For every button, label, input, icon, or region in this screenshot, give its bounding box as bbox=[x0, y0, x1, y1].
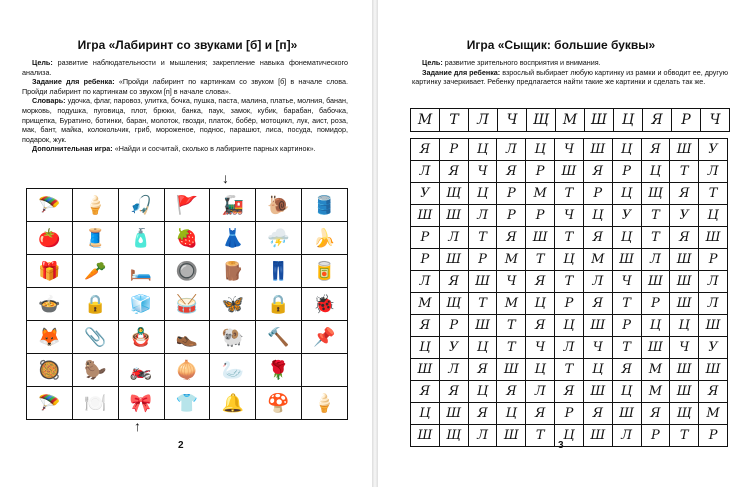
letter-cell[interactable]: Я bbox=[468, 403, 497, 425]
letter-cell[interactable]: Ц bbox=[468, 183, 497, 205]
letter-cell[interactable]: М bbox=[641, 381, 670, 403]
letter-cell[interactable]: Ш bbox=[670, 293, 699, 315]
letter-cell[interactable]: Ш bbox=[497, 425, 526, 447]
letter-row bbox=[411, 161, 728, 183]
sample-letter[interactable]: М bbox=[556, 109, 585, 131]
maze-picture-cell[interactable]: 🔘 bbox=[164, 255, 210, 288]
letter-cell[interactable]: Т bbox=[612, 337, 641, 359]
sample-letter[interactable]: Я bbox=[643, 109, 672, 131]
letter-row bbox=[411, 139, 728, 161]
letter-row bbox=[411, 425, 728, 447]
letter-cell[interactable]: Ш bbox=[699, 315, 728, 337]
maze-picture-cell[interactable]: 🎁 bbox=[27, 255, 73, 288]
letter-cell[interactable]: Ч bbox=[497, 271, 526, 293]
vocab-text: удочка, флаг, паровоз, улитка, бочка, пушка, паста, малина, платье, молния, банан, морковь, подушка, пуговица, плот, брюки, банка, паук, замок, кубик, барабан, бабочка, прищепка, Буратино, ботинки, баран, молоток, гвозди, платок, бобёр, мотоцикл, лук, аист, роза, мак, бант, майка, колокольчик, гриб, мороженое, поднос, парашют, лиса, посуда, помидор, подарок, жук. bbox=[22, 96, 348, 144]
letter-cell[interactable]: Л bbox=[411, 161, 440, 183]
letter-cell[interactable]: У bbox=[699, 337, 728, 359]
letter-cell[interactable]: Ш bbox=[439, 249, 468, 271]
maze-picture-cell[interactable]: 🪂 bbox=[27, 387, 73, 420]
sample-letter[interactable]: Щ bbox=[527, 109, 556, 131]
letter-cell[interactable]: Р bbox=[583, 183, 612, 205]
maze-picture-cell[interactable]: 🥕 bbox=[72, 255, 118, 288]
left-page bbox=[0, 0, 372, 487]
maze-picture-cell[interactable]: 🛢️ bbox=[302, 189, 348, 222]
maze-picture-cell[interactable]: 🪆 bbox=[118, 321, 164, 354]
letter-search-grid bbox=[410, 138, 728, 447]
maze-picture-cell[interactable]: 🐞 bbox=[302, 288, 348, 321]
extra-text: «Найди и сосчитай, сколько в лабиринте парных картинок». bbox=[112, 144, 316, 154]
letter-cell[interactable]: Т bbox=[468, 293, 497, 315]
letter-cell[interactable]: Р bbox=[526, 161, 555, 183]
task-text: взрослый выбирает любую картинку из рамки и обводит ее, другую картинку зачеркивает. Ребенку предлагается найти такие же картинки и сделать так же. bbox=[412, 67, 729, 87]
maze-picture-cell[interactable]: 🔔 bbox=[210, 387, 256, 420]
maze-picture-cell[interactable] bbox=[302, 354, 348, 387]
letter-cell[interactable]: Р bbox=[555, 293, 584, 315]
letter-cell[interactable]: Я bbox=[468, 359, 497, 381]
letter-cell[interactable]: Я bbox=[583, 161, 612, 183]
maze-picture-cell[interactable]: 👕 bbox=[164, 387, 210, 420]
maze-picture-cell[interactable]: ⛈️ bbox=[256, 222, 302, 255]
letter-cell[interactable]: Я bbox=[526, 315, 555, 337]
task-label: Задание для ребенка: bbox=[422, 67, 501, 77]
letter-cell[interactable]: Т bbox=[670, 425, 699, 447]
right-page-title: Игра «Сыщик: большие буквы» bbox=[466, 38, 656, 52]
maze-picture-cell[interactable]: 🐌 bbox=[256, 189, 302, 222]
letter-cell[interactable]: Я bbox=[583, 293, 612, 315]
letter-cell[interactable]: Ш bbox=[670, 249, 699, 271]
letter-cell[interactable]: Л bbox=[526, 381, 555, 403]
maze-picture-cell[interactable]: 🦋 bbox=[210, 288, 256, 321]
letter-cell[interactable]: Т bbox=[555, 271, 584, 293]
letter-cell[interactable]: Ш bbox=[497, 359, 526, 381]
letter-cell[interactable]: Т bbox=[699, 183, 728, 205]
letter-cell[interactable]: Ш bbox=[641, 337, 670, 359]
letter-sample-strip bbox=[410, 108, 730, 132]
letter-cell[interactable]: Я bbox=[670, 227, 699, 249]
maze-exit-arrow: ↑ bbox=[134, 418, 141, 434]
letter-cell[interactable]: Ч bbox=[468, 161, 497, 183]
letter-cell[interactable]: Я bbox=[526, 271, 555, 293]
letter-cell[interactable]: Ш bbox=[699, 227, 728, 249]
letter-cell[interactable]: У bbox=[612, 205, 641, 227]
letter-cell[interactable]: Р bbox=[497, 205, 526, 227]
maze-picture-cell[interactable]: 🏍️ bbox=[118, 354, 164, 387]
letter-cell[interactable]: Ш bbox=[670, 359, 699, 381]
letter-cell[interactable]: Р bbox=[699, 425, 728, 447]
letter-cell[interactable]: Ш bbox=[670, 139, 699, 161]
letter-cell[interactable]: Р bbox=[555, 403, 584, 425]
letter-cell[interactable]: Ц bbox=[583, 359, 612, 381]
maze-entry-arrow: ↓ bbox=[222, 170, 229, 186]
letter-cell[interactable]: М bbox=[641, 359, 670, 381]
letter-cell[interactable]: Л bbox=[555, 337, 584, 359]
letter-cell[interactable]: Ц bbox=[555, 425, 584, 447]
letter-cell[interactable]: М bbox=[497, 249, 526, 271]
letter-cell[interactable]: Л bbox=[468, 425, 497, 447]
maze-picture-cell[interactable]: 🚂 bbox=[210, 189, 256, 222]
letter-cell[interactable]: Ш bbox=[411, 425, 440, 447]
maze-picture-cell[interactable]: 📎 bbox=[72, 321, 118, 354]
maze-picture-cell[interactable]: 📌 bbox=[302, 321, 348, 354]
letter-cell[interactable]: М bbox=[526, 183, 555, 205]
letter-cell[interactable]: Т bbox=[526, 249, 555, 271]
letter-cell[interactable]: Ш bbox=[468, 271, 497, 293]
left-instructions bbox=[22, 58, 348, 154]
letter-cell[interactable]: Р bbox=[526, 205, 555, 227]
maze-picture-cell[interactable]: 🍌 bbox=[302, 222, 348, 255]
letter-cell[interactable]: Ш bbox=[555, 161, 584, 183]
letter-cell[interactable]: Т bbox=[555, 227, 584, 249]
letter-cell[interactable]: Ш bbox=[583, 425, 612, 447]
maze-picture-cell[interactable]: 🦫 bbox=[72, 354, 118, 387]
letter-cell[interactable]: Ш bbox=[411, 359, 440, 381]
letter-cell[interactable]: Ц bbox=[468, 139, 497, 161]
letter-cell[interactable]: Р bbox=[612, 161, 641, 183]
goal-label: Цель: bbox=[32, 58, 53, 67]
letter-cell[interactable]: Ч bbox=[583, 337, 612, 359]
letter-cell[interactable]: Т bbox=[612, 293, 641, 315]
maze-picture-cell[interactable]: 🥘 bbox=[27, 354, 73, 387]
left-page-title: Игра «Лабиринт со звуками [б] и [п]» bbox=[77, 38, 298, 52]
letter-row bbox=[411, 403, 728, 425]
maze-picture-cell[interactable]: 🥁 bbox=[164, 288, 210, 321]
maze-picture-cell[interactable]: 🍲 bbox=[27, 288, 73, 321]
letter-cell[interactable]: Ш bbox=[670, 381, 699, 403]
letter-cell[interactable]: Л bbox=[411, 271, 440, 293]
maze-picture-cell[interactable]: 🪵 bbox=[210, 255, 256, 288]
letter-cell[interactable]: Ш bbox=[699, 359, 728, 381]
letter-cell[interactable]: Ш bbox=[439, 403, 468, 425]
letter-cell[interactable]: Ш bbox=[670, 271, 699, 293]
letter-row bbox=[411, 183, 728, 205]
letter-cell[interactable]: Ц bbox=[411, 403, 440, 425]
letter-cell[interactable]: Р bbox=[497, 183, 526, 205]
letter-cell[interactable]: Ц bbox=[468, 337, 497, 359]
letter-cell[interactable]: Я bbox=[641, 403, 670, 425]
left-page-number: 2 bbox=[178, 440, 184, 451]
maze-picture-cell[interactable]: 🔒 bbox=[256, 288, 302, 321]
sample-letter[interactable]: Ч bbox=[498, 109, 527, 131]
letter-cell[interactable]: Р bbox=[439, 315, 468, 337]
maze-picture-cell[interactable]: 🧴 bbox=[118, 222, 164, 255]
maze-row bbox=[27, 189, 348, 222]
letter-cell[interactable]: Ш bbox=[612, 249, 641, 271]
letter-cell[interactable]: У bbox=[411, 183, 440, 205]
sample-letter[interactable]: Р bbox=[672, 109, 701, 131]
letter-cell[interactable]: Я bbox=[497, 161, 526, 183]
letter-cell[interactable]: М bbox=[583, 249, 612, 271]
letter-cell[interactable]: Ш bbox=[583, 381, 612, 403]
letter-cell[interactable]: Я bbox=[411, 381, 440, 403]
letter-cell[interactable]: Р bbox=[641, 425, 670, 447]
maze-picture-cell[interactable]: 🌹 bbox=[256, 354, 302, 387]
letter-cell[interactable]: Я bbox=[641, 139, 670, 161]
letter-cell[interactable]: Я bbox=[497, 227, 526, 249]
letter-cell[interactable]: Ч bbox=[555, 139, 584, 161]
letter-cell[interactable]: Л bbox=[583, 271, 612, 293]
maze-picture-cell[interactable]: 🍦 bbox=[302, 387, 348, 420]
letter-cell[interactable]: Ц bbox=[468, 381, 497, 403]
letter-row bbox=[411, 227, 728, 249]
letter-cell[interactable]: У bbox=[699, 139, 728, 161]
letter-row bbox=[411, 249, 728, 271]
letter-cell[interactable]: Ш bbox=[583, 315, 612, 337]
maze-picture-cell[interactable]: 🦊 bbox=[27, 321, 73, 354]
letter-row bbox=[411, 293, 728, 315]
letter-cell[interactable]: Л bbox=[699, 293, 728, 315]
letter-cell[interactable]: Ш bbox=[641, 271, 670, 293]
letter-cell[interactable]: Ц bbox=[641, 161, 670, 183]
letter-cell[interactable]: Ц bbox=[497, 403, 526, 425]
maze-picture-cell[interactable]: 🪂 bbox=[27, 189, 73, 222]
letter-cell[interactable]: Л bbox=[468, 205, 497, 227]
sample-letter[interactable]: Ц bbox=[614, 109, 643, 131]
letter-cell[interactable]: Т bbox=[526, 425, 555, 447]
letter-cell[interactable]: Л bbox=[641, 249, 670, 271]
letter-cell[interactable]: Я bbox=[583, 227, 612, 249]
letter-cell[interactable]: Ц bbox=[526, 293, 555, 315]
letter-cell[interactable]: М bbox=[497, 293, 526, 315]
letter-cell[interactable]: Л bbox=[439, 359, 468, 381]
letter-cell[interactable]: Ш bbox=[583, 139, 612, 161]
letter-cell[interactable]: Л bbox=[699, 271, 728, 293]
letter-cell[interactable]: Ц bbox=[612, 227, 641, 249]
goal-label: Цель: bbox=[422, 58, 443, 67]
maze-picture-cell[interactable]: 🧵 bbox=[72, 222, 118, 255]
letter-cell[interactable]: Т bbox=[670, 161, 699, 183]
goal-text: развитие зрительного восприятия и внимания. bbox=[442, 58, 601, 67]
maze-picture-cell[interactable]: 🥫 bbox=[302, 255, 348, 288]
goal-text: развитие наблюдательности и мышления; закрепление навыка фонематического анализа. bbox=[22, 58, 348, 77]
maze-picture-cell[interactable]: 🧊 bbox=[118, 288, 164, 321]
letter-cell[interactable]: Т bbox=[497, 315, 526, 337]
letter-cell[interactable]: Р bbox=[411, 227, 440, 249]
sample-letter[interactable]: Л bbox=[469, 109, 498, 131]
letter-row bbox=[411, 337, 728, 359]
maze-picture-cell[interactable]: 🎣 bbox=[118, 189, 164, 222]
sample-letter[interactable]: Ш bbox=[585, 109, 614, 131]
letter-cell[interactable]: Я bbox=[439, 381, 468, 403]
sample-letter[interactable]: Т bbox=[440, 109, 469, 131]
letter-cell[interactable]: Я bbox=[439, 161, 468, 183]
letter-cell[interactable]: Щ bbox=[439, 425, 468, 447]
letter-cell[interactable]: Л bbox=[699, 161, 728, 183]
maze-picture-cell[interactable]: 👗 bbox=[210, 222, 256, 255]
letter-cell[interactable]: Я bbox=[411, 139, 440, 161]
letter-cell[interactable]: Ш bbox=[526, 227, 555, 249]
letter-cell[interactable]: Ч bbox=[670, 337, 699, 359]
letter-cell[interactable]: Я bbox=[439, 271, 468, 293]
letter-row bbox=[411, 381, 728, 403]
letter-row bbox=[411, 271, 728, 293]
maze-row bbox=[27, 288, 348, 321]
letter-cell[interactable]: Ч bbox=[555, 205, 584, 227]
task-text: «Пройди лабиринт по картинкам со звуком [б] в начале слова. Пройди лабиринт по картинкам со звуком [п] в начале слова». bbox=[22, 77, 348, 96]
maze-picture-cell[interactable]: 🧅 bbox=[164, 354, 210, 387]
letter-cell[interactable]: Я bbox=[699, 381, 728, 403]
letter-cell[interactable]: Я bbox=[583, 403, 612, 425]
letter-cell[interactable]: Ц bbox=[526, 139, 555, 161]
sample-letter[interactable]: Ч bbox=[709, 112, 721, 128]
letter-cell[interactable]: Р bbox=[411, 249, 440, 271]
letter-cell[interactable]: Я bbox=[612, 359, 641, 381]
letter-cell[interactable]: Ц bbox=[555, 249, 584, 271]
maze-picture-cell[interactable]: 👞 bbox=[164, 321, 210, 354]
sample-letter[interactable]: М bbox=[411, 109, 440, 131]
maze-picture-cell[interactable]: 🍄 bbox=[256, 387, 302, 420]
letter-cell[interactable]: Ч bbox=[612, 271, 641, 293]
letter-cell[interactable]: Ш bbox=[411, 205, 440, 227]
letter-cell[interactable]: У bbox=[439, 337, 468, 359]
maze-picture-cell[interactable]: 🍦 bbox=[72, 189, 118, 222]
maze-picture-cell[interactable]: 👖 bbox=[256, 255, 302, 288]
letter-row bbox=[411, 205, 728, 227]
letter-cell[interactable]: Р bbox=[439, 139, 468, 161]
letter-cell[interactable]: Ц bbox=[699, 205, 728, 227]
letter-row bbox=[411, 359, 728, 381]
maze-picture-cell[interactable]: 🍓 bbox=[164, 222, 210, 255]
maze-picture-cell[interactable]: 🍽️ bbox=[72, 387, 118, 420]
letter-cell[interactable]: Щ bbox=[641, 183, 670, 205]
maze-picture-cell[interactable]: 🔨 bbox=[256, 321, 302, 354]
letter-cell[interactable]: Щ bbox=[670, 403, 699, 425]
letter-cell[interactable]: Ц bbox=[526, 359, 555, 381]
maze-row bbox=[27, 222, 348, 255]
maze-row bbox=[27, 387, 348, 420]
maze-row bbox=[27, 255, 348, 288]
extra-label: Дополнительная игра: bbox=[32, 144, 113, 154]
letter-cell[interactable]: Р bbox=[468, 249, 497, 271]
letter-cell[interactable]: Т bbox=[641, 227, 670, 249]
letter-cell[interactable]: Т bbox=[641, 205, 670, 227]
picture-maze bbox=[26, 188, 348, 420]
letter-cell[interactable]: Я bbox=[526, 403, 555, 425]
right-page bbox=[378, 0, 750, 487]
letter-cell[interactable]: Ц bbox=[641, 315, 670, 337]
letter-cell[interactable]: Ц bbox=[612, 381, 641, 403]
maze-picture-cell[interactable]: 🐏 bbox=[210, 321, 256, 354]
letter-row bbox=[411, 315, 728, 337]
letter-cell[interactable]: Т bbox=[468, 227, 497, 249]
right-instructions bbox=[412, 58, 728, 87]
letter-cell[interactable]: Ш bbox=[439, 205, 468, 227]
letter-cell[interactable]: Ч bbox=[526, 337, 555, 359]
vocab-label: Словарь: bbox=[32, 96, 66, 106]
maze-picture-cell[interactable]: 🎀 bbox=[118, 387, 164, 420]
letter-cell[interactable]: М bbox=[411, 293, 440, 315]
letter-cell[interactable]: Ш bbox=[612, 403, 641, 425]
maze-picture-cell[interactable]: 🍅 bbox=[27, 222, 73, 255]
letter-cell[interactable]: Я bbox=[497, 381, 526, 403]
letter-cell[interactable]: У bbox=[670, 205, 699, 227]
letter-cell[interactable]: Ц bbox=[612, 139, 641, 161]
letter-cell[interactable]: Ш bbox=[468, 315, 497, 337]
letter-cell[interactable]: Т bbox=[555, 359, 584, 381]
letter-cell[interactable]: Ц bbox=[612, 183, 641, 205]
maze-picture-cell[interactable]: 🛏️ bbox=[118, 255, 164, 288]
letter-cell[interactable]: Т bbox=[555, 183, 584, 205]
letter-cell[interactable]: Я bbox=[670, 183, 699, 205]
maze-row bbox=[27, 354, 348, 387]
letter-cell[interactable]: Щ bbox=[439, 293, 468, 315]
task-label: Задание для ребенка: bbox=[32, 77, 115, 87]
letter-cell[interactable]: Л bbox=[497, 139, 526, 161]
letter-cell[interactable]: Л bbox=[612, 425, 641, 447]
letter-cell[interactable]: Л bbox=[439, 227, 468, 249]
maze-picture-cell[interactable]: 🔒 bbox=[72, 288, 118, 321]
letter-cell[interactable]: Р bbox=[699, 249, 728, 271]
letter-cell[interactable]: М bbox=[699, 403, 728, 425]
letter-cell[interactable]: Ц bbox=[411, 337, 440, 359]
letter-cell[interactable]: Щ bbox=[439, 183, 468, 205]
maze-picture-cell[interactable]: 🦢 bbox=[210, 354, 256, 387]
letter-cell[interactable]: Ц bbox=[670, 315, 699, 337]
letter-cell[interactable]: Ц bbox=[555, 315, 584, 337]
maze-picture-cell[interactable]: 🚩 bbox=[164, 189, 210, 222]
letter-cell[interactable]: Я bbox=[411, 315, 440, 337]
letter-cell[interactable]: Я bbox=[555, 381, 584, 403]
maze-row bbox=[27, 321, 348, 354]
letter-cell[interactable]: Ц bbox=[583, 205, 612, 227]
right-page-number: 3 bbox=[558, 440, 564, 451]
letter-cell[interactable]: Т bbox=[497, 337, 526, 359]
letter-cell[interactable]: Р bbox=[641, 293, 670, 315]
letter-cell[interactable]: Р bbox=[612, 315, 641, 337]
